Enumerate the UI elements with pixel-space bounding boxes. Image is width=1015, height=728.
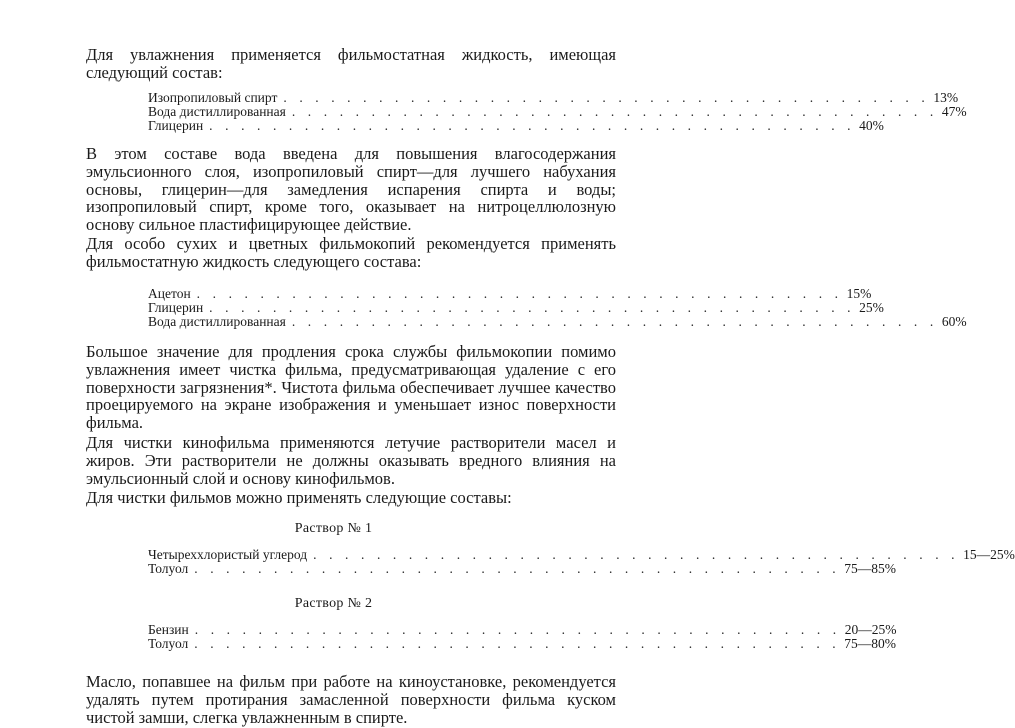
- component-name: Бензин: [148, 622, 189, 637]
- table-row: [148, 286, 872, 301]
- component-value: 75—85%: [844, 561, 896, 577]
- component-value: 13%: [933, 90, 959, 105]
- paragraph-text: Для чистки фильмов можно применять следующие составы:: [86, 488, 512, 507]
- paragraph-cleaning-importance: [86, 343, 616, 432]
- paragraph-dry-film: [86, 235, 616, 271]
- component-value: 75—80%: [844, 636, 896, 652]
- solution-1-table: [148, 547, 1015, 577]
- component-value: 20—25%: [844, 622, 897, 637]
- paragraph-cleaning-compositions: [86, 489, 616, 507]
- leader-dots: . . . . . . . . . . . . . . . . . . . . . . . . . . . . . . . . . . . . . . . . .: [194, 636, 841, 652]
- paragraph-solvents: [86, 434, 616, 487]
- paragraph-text: Для особо сухих и цветных фильмокопий рекомендуется применять фильмостатную жидкость следующего состава:: [86, 234, 616, 271]
- component-value: 47%: [941, 104, 967, 120]
- leader-dots: . . . . . . . . . . . . . . . . . . . . . . . . . . . . . . . . . . . . . . . . .: [313, 547, 960, 562]
- table-row: [148, 561, 896, 577]
- component-name: Вода дистиллированная: [148, 314, 286, 330]
- component-name: Четыреххлористый углерод: [148, 547, 308, 562]
- composition-table-2: [148, 286, 967, 330]
- table-row: [148, 300, 884, 316]
- paragraph-composition-explanation: [86, 145, 616, 234]
- table-row: [148, 547, 1015, 562]
- table-row: [148, 314, 967, 330]
- component-value: 15—25%: [963, 547, 1015, 562]
- paragraph-oil-removal: [86, 673, 616, 726]
- leader-dots: . . . . . . . . . . . . . . . . . . . . . . . . . . . . . . . . . . . . . . . . .: [291, 314, 938, 330]
- paragraph-text: Масло, попавшее на фильм при работе на киноустановке, рекомендуется удалять путем протирания замасленной поверхности фильма куском чистой замши, слегка увлажненным в спирте.: [86, 672, 616, 727]
- leader-dots: . . . . . . . . . . . . . . . . . . . . . . . . . . . . . . . . . . . . . . . . .: [194, 622, 841, 637]
- component-name: Изопропиловый спирт: [148, 90, 278, 105]
- paragraph-text: Большое значение для продления срока службы фильмокопии помимо увлажнения имеет чистка фильма, предусматривающая удаление с его поверхности загрязнения*. Чистота фильма обеспечивает лучшее качество проецируемого на экране изображения и уменьшает износ поверхности фильма.: [86, 342, 616, 433]
- component-name: Вода дистиллированная: [148, 104, 286, 120]
- paragraph-humidification: [86, 46, 616, 82]
- leader-dots: . . . . . . . . . . . . . . . . . . . . . . . . . . . . . . . . . . . . . . . . .: [209, 118, 856, 134]
- solution-2-table: [148, 622, 897, 652]
- component-value: 25%: [859, 300, 884, 316]
- table-row: [148, 104, 967, 120]
- component-name: Толуол: [148, 561, 189, 577]
- component-name: Толуол: [148, 636, 189, 652]
- leader-dots: . . . . . . . . . . . . . . . . . . . . . . . . . . . . . . . . . . . . . . . . .: [194, 561, 841, 577]
- table-row: [148, 90, 959, 105]
- composition-table-1: [148, 90, 967, 134]
- table-row: [148, 636, 896, 652]
- component-value: 15%: [846, 286, 872, 301]
- paragraph-text: Для увлажнения применяется фильмостатная жидкость, имеющая следующий состав:: [86, 45, 616, 82]
- leader-dots: . . . . . . . . . . . . . . . . . . . . . . . . . . . . . . . . . . . . . . . . .: [291, 104, 938, 120]
- component-name: Ацетон: [148, 286, 191, 301]
- paragraph-text: Для чистки кинофильма применяются летучие растворители масел и жиров. Эти растворители не должны оказывать вредного влияния на эмульсионный слой и основу кинофильмов.: [86, 433, 616, 488]
- component-value: 60%: [941, 314, 967, 330]
- leader-dots: . . . . . . . . . . . . . . . . . . . . . . . . . . . . . . . . . . . . . . . . .: [209, 300, 856, 316]
- component-name: Глицерин: [148, 118, 204, 134]
- component-name: Глицерин: [148, 300, 204, 316]
- paragraph-text: В этом составе вода введена для повышения влагосодержания эмульсионного слоя, изопропиловый спирт—для лучшего набухания основы, глицерин—для замедления испарения спирта и воды; изопропиловый спирт, кроме того, оказывает на нитроцеллюлозную основу сильное пластифицирующее действие.: [86, 144, 616, 235]
- leader-dots: . . . . . . . . . . . . . . . . . . . . . . . . . . . . . . . . . . . . . . . . .: [283, 90, 930, 105]
- leader-dots: . . . . . . . . . . . . . . . . . . . . . . . . . . . . . . . . . . . . . . . . .: [196, 286, 843, 301]
- solution-1-title: Раствор № 1: [294, 521, 373, 536]
- solution-2-title: Раствор № 2: [294, 596, 373, 611]
- table-row: [148, 622, 897, 637]
- table-row: [148, 118, 884, 134]
- component-value: 40%: [859, 118, 884, 134]
